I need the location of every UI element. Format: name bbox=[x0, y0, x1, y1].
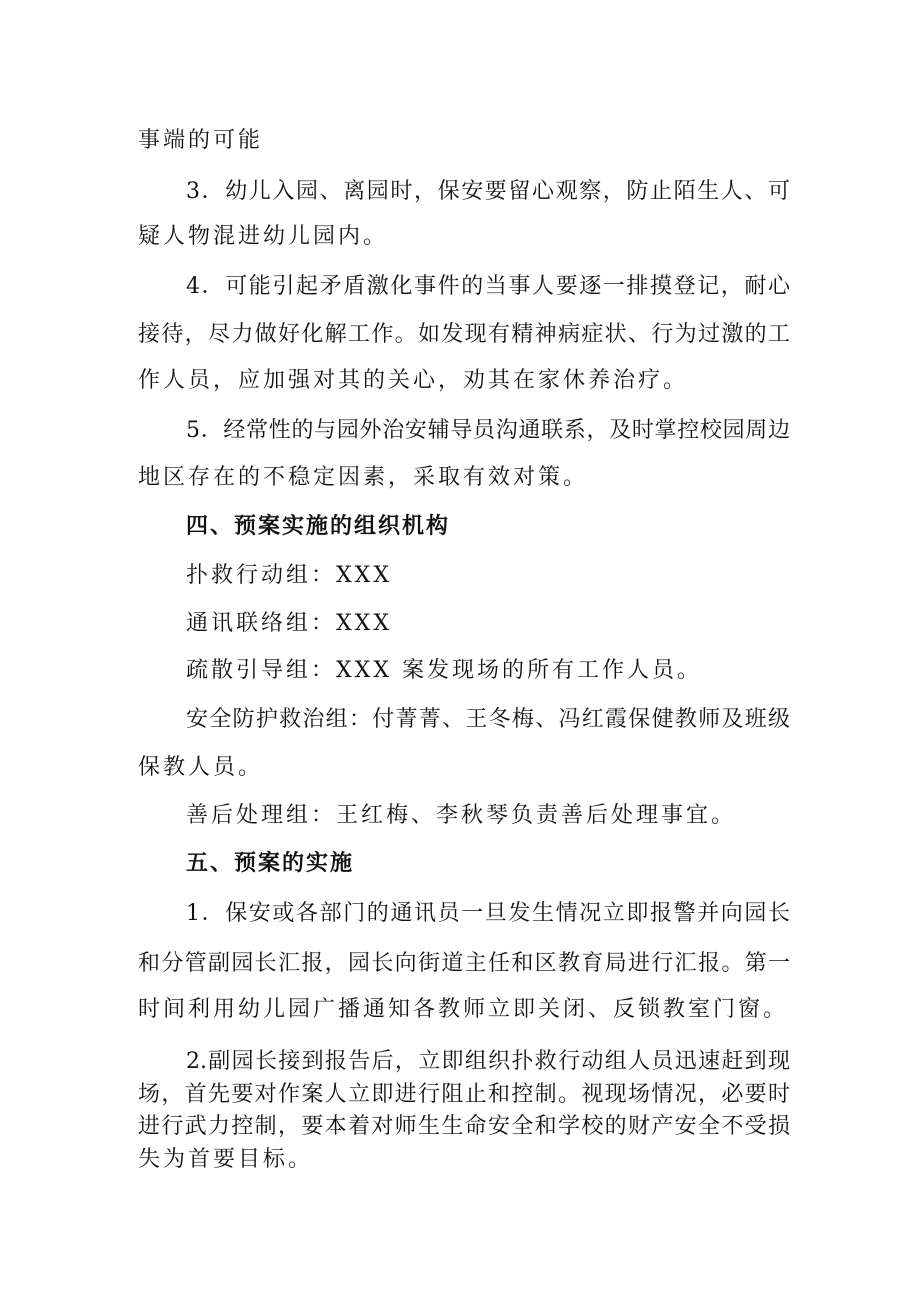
text-line: 进行武力控制，要本着对师生生命安全和学校的财产安全不受损 bbox=[138, 1114, 790, 1139]
text-line: 接待，尽力做好化解工作。如发现有精神病症状、行为过激的工 bbox=[138, 322, 790, 347]
section-heading: 五、预案的实施 bbox=[186, 851, 355, 876]
text-line: 时间利用幼儿园广播通知各教师立即关闭、反锁教室门窗。 bbox=[138, 997, 789, 1022]
text-line: 疏散引导组：XXX 案发现场的所有工作人员。 bbox=[186, 658, 702, 683]
text-line: 5．经常性的与园外治安辅导员沟通联系，及时掌控校园周边 bbox=[186, 418, 790, 443]
section-heading: 四、预案实施的组织机构 bbox=[186, 514, 451, 539]
text-line: 1．保安或各部门的通讯员一旦发生情况立即报警并向园长 bbox=[186, 901, 790, 926]
text-line: 保教人员。 bbox=[138, 755, 264, 780]
text-line: 善后处理组：王红梅、李秋琴负责善后处理事宜。 bbox=[186, 803, 737, 828]
text-line: 作人员，应加强对其的关心，劝其在家休养治疗。 bbox=[138, 368, 689, 393]
text-line: 场，首先要对作案人立即进行阻止和控制。视现场情况，必要时 bbox=[138, 1082, 790, 1107]
text-line: 扑救行动组：XXX bbox=[186, 563, 392, 588]
text-line: 2.副园长接到报告后，立即组织扑救行动组人员迅速赶到现 bbox=[186, 1049, 790, 1074]
text-line: 3．幼儿入园、离园时，保安要留心观察，防止陌生人、可 bbox=[186, 179, 790, 204]
text-line: 事端的可能 bbox=[138, 128, 264, 153]
text-line: 和分管副园长汇报，园长向街道主任和区教育局进行汇报。第一 bbox=[138, 951, 790, 976]
text-line: 安全防护救治组：付菁菁、王冬梅、冯红霞保健教师及班级 bbox=[186, 707, 790, 732]
text-line: 失为首要目标。 bbox=[138, 1147, 314, 1172]
text-line: 4．可能引起矛盾激化事件的当事人要逐一排摸登记，耐心 bbox=[186, 274, 790, 299]
text-line: 地区存在的不稳定因素，采取有效对策。 bbox=[138, 465, 589, 490]
text-line: 疑人物混进幼儿园内。 bbox=[138, 224, 389, 249]
text-line: 通讯联络组：XXX bbox=[186, 611, 392, 636]
